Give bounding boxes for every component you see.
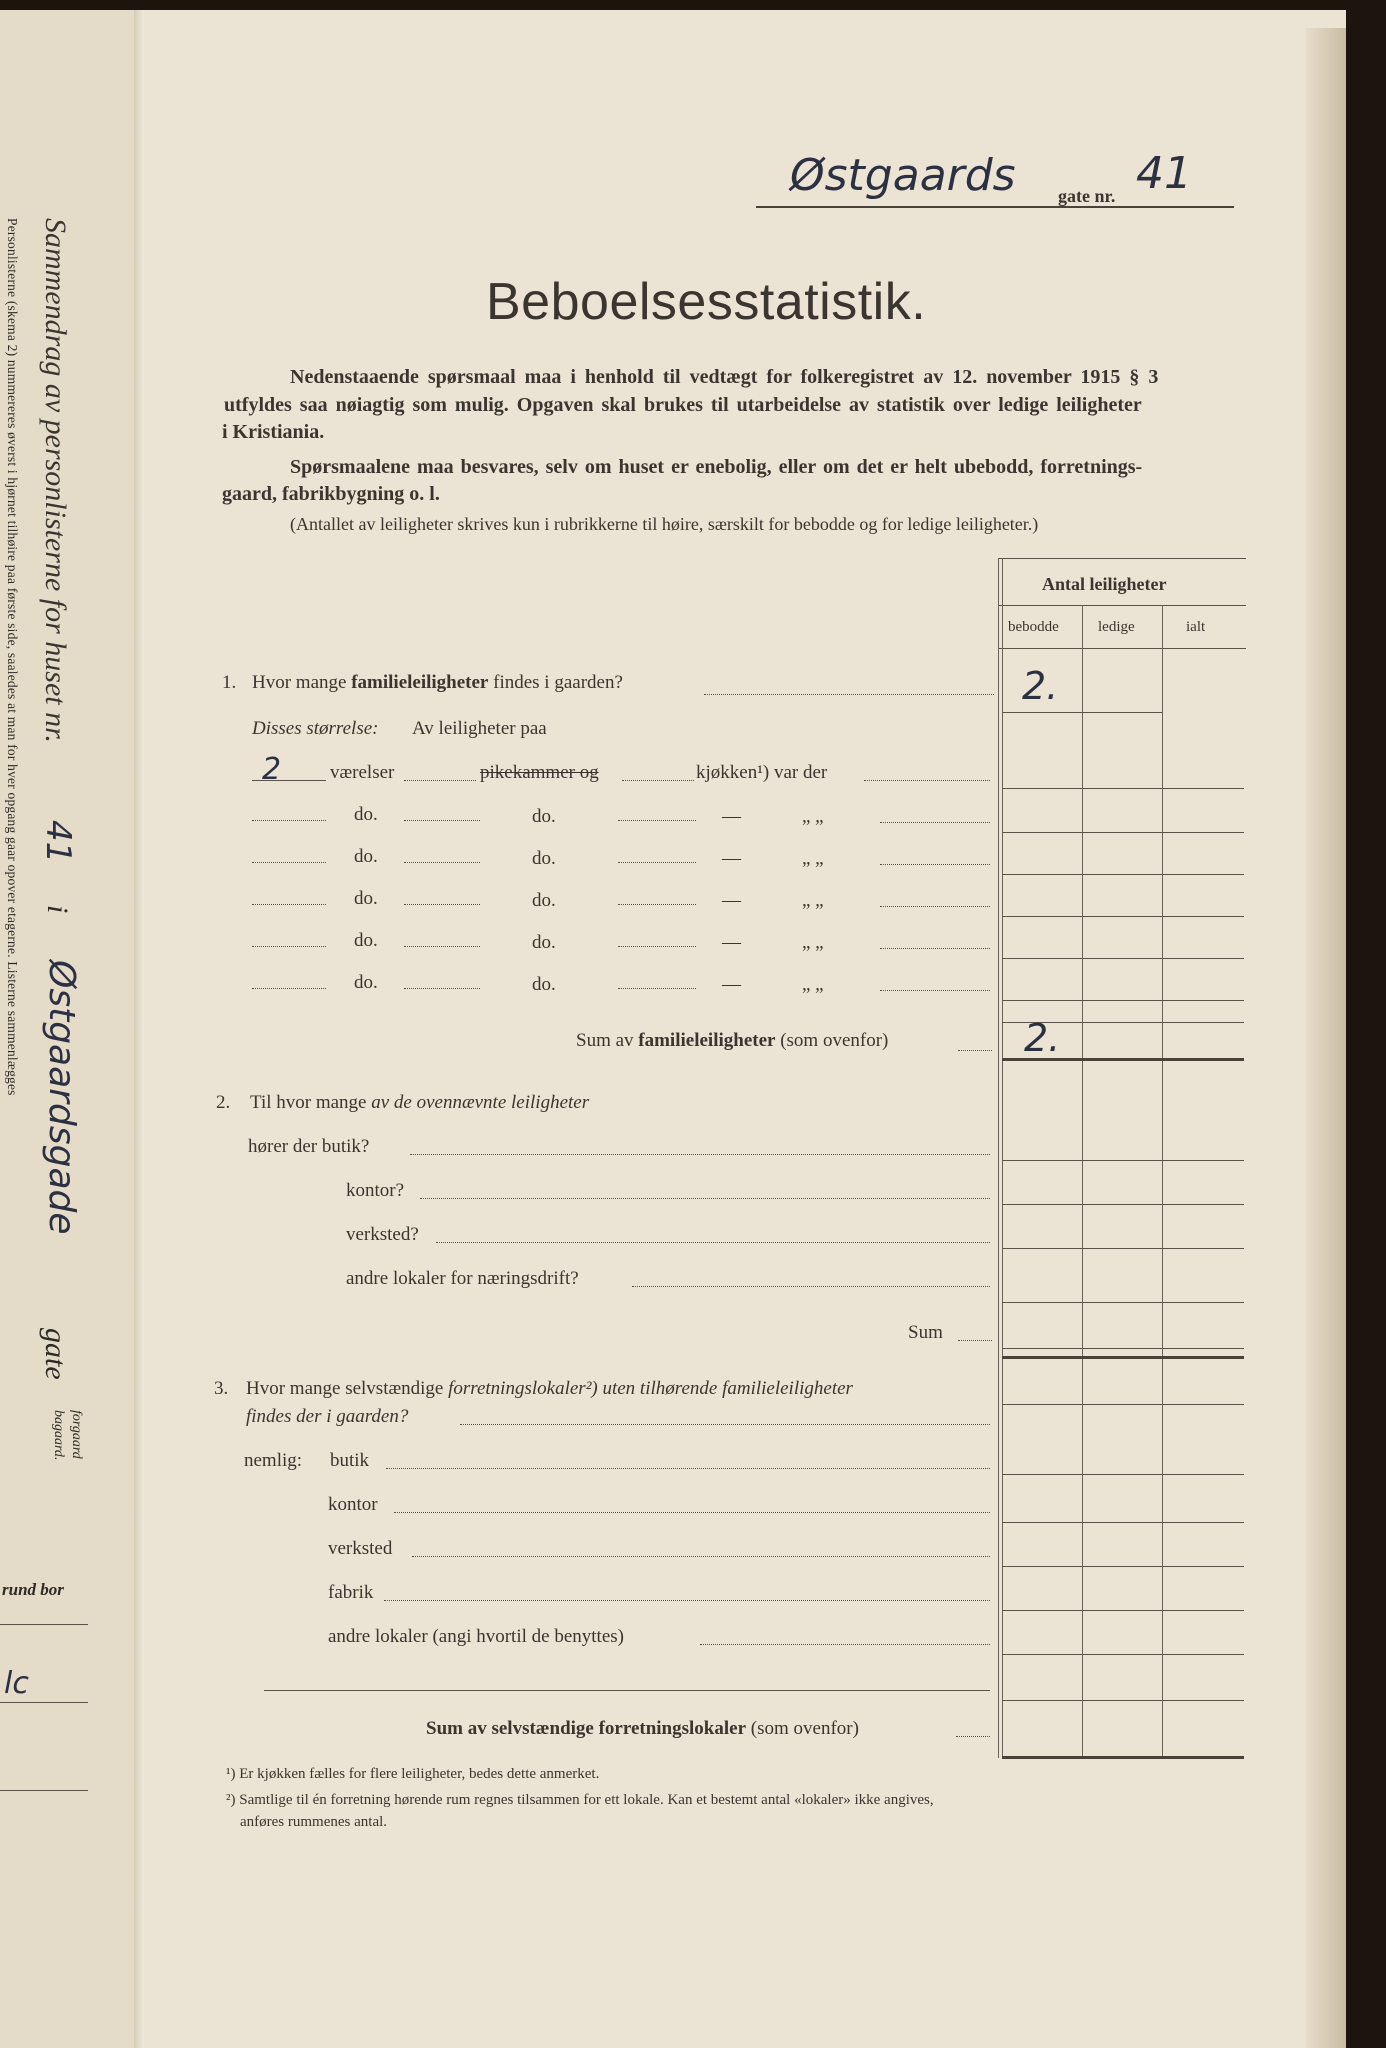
row-line — [1002, 1348, 1244, 1349]
q3-verksted: verksted — [328, 1538, 393, 1559]
fill-line — [622, 780, 694, 781]
intro-line-3: i Kristiania. — [222, 421, 325, 443]
q1-size-text: Av leiligheter paa — [412, 718, 547, 739]
q3-number: 3. — [214, 1378, 229, 1399]
margin-line — [0, 1702, 88, 1703]
table-header-line — [998, 605, 1246, 606]
page-title: Beboelsesstatistik. — [486, 273, 927, 331]
section-line — [1002, 1756, 1244, 1759]
margin-forgaard: forgaard — [69, 1410, 84, 1459]
q2-text: Til hvor mange av de ovennævnte leiligheter — [250, 1092, 590, 1113]
row-line — [1002, 788, 1244, 789]
row-line — [1002, 712, 1162, 713]
do-label: do. — [354, 846, 378, 867]
q2-butik: hører der butik? — [248, 1136, 370, 1157]
q1-rooms-label: værelser — [330, 762, 395, 783]
do-label: do. — [532, 890, 556, 911]
fill-line — [252, 780, 326, 781]
q3-kontor: kontor — [328, 1494, 378, 1515]
row-line — [1002, 916, 1244, 917]
margin-line — [0, 1790, 88, 1791]
intro-line-5: gaard, fabrikbygning o. l. — [222, 483, 440, 505]
margin-gate: gate — [39, 1328, 72, 1380]
q3-andre: andre lokaler (angi hvortil de benyttes) — [328, 1626, 624, 1647]
row-line — [1002, 832, 1244, 833]
ditto: „ „ — [802, 806, 824, 827]
row-line — [1002, 1610, 1244, 1611]
q1-answer-bebodde: 2. — [1022, 664, 1059, 708]
margin-grund-bor: rund bor — [2, 1580, 64, 1599]
margin-street: Østgaardsgade — [41, 960, 82, 1235]
dash: — — [722, 848, 741, 869]
row-line — [1002, 1248, 1244, 1249]
ditto: „ „ — [802, 890, 824, 911]
q3-nemlig: nemlig: — [244, 1450, 303, 1471]
q1-leader — [704, 694, 994, 695]
q2-sum: Sum — [908, 1322, 943, 1343]
q1-rooms-value: 2 — [262, 752, 282, 787]
margin-line — [0, 1624, 88, 1625]
do-label: do. — [354, 972, 378, 993]
do-label: do. — [354, 888, 378, 909]
do-label: do. — [532, 806, 556, 827]
q3-write-line — [264, 1690, 990, 1691]
row-line — [1002, 1160, 1244, 1161]
margin-bagaard: bagaard. — [51, 1410, 66, 1461]
do-label: do. — [354, 930, 378, 951]
q2-kontor: kontor? — [346, 1180, 405, 1201]
intro-line-6: (Antallet av leiligheter skrives kun i rubrikkerne til høire, særskilt for bebodde og for ledige leiligheter.) — [290, 514, 1039, 534]
street-line — [756, 206, 1234, 208]
gate-label: gate nr. — [1058, 186, 1116, 206]
q3-butik: butik — [330, 1450, 370, 1471]
do-label: do. — [532, 848, 556, 869]
q3-sum: Sum av selvstændige forretningslokaler (som ovenfor) — [426, 1718, 859, 1739]
ditto: „ „ — [802, 848, 824, 869]
table-col-divider — [1162, 605, 1163, 1758]
q1-sum-answer: 2. — [1024, 1016, 1061, 1060]
fill-line — [404, 780, 476, 781]
street-number-handwritten: 41 — [1136, 148, 1192, 199]
col-bebodde: bebodde — [1008, 619, 1059, 635]
page-fold — [134, 10, 144, 2048]
q2-number: 2. — [216, 1092, 231, 1113]
q1-number: 1. — [222, 672, 237, 693]
margin-house-number: 41 — [38, 820, 78, 864]
dash: — — [722, 974, 741, 995]
margin-handwriting: lc — [4, 1666, 29, 1701]
margin-i: i — [41, 905, 74, 914]
q3-fabrik: fabrik — [328, 1582, 374, 1603]
row-line — [1002, 1000, 1244, 1001]
do-label: do. — [532, 974, 556, 995]
row-line — [1002, 958, 1244, 959]
row-line — [1002, 1566, 1244, 1567]
table-left-border — [1002, 558, 1003, 1758]
row-line — [1002, 1522, 1244, 1523]
q2-verksted: verksted? — [346, 1224, 419, 1245]
ditto: „ „ — [802, 974, 824, 995]
q1-kitchen-label: kjøkken¹) var der — [696, 762, 828, 783]
page-edge — [1306, 28, 1346, 2048]
q3-line2: findes der i gaarden? — [246, 1406, 409, 1427]
q2-andre: andre lokaler for næringsdrift? — [346, 1268, 579, 1289]
row-line — [1002, 874, 1244, 875]
dash: — — [722, 890, 741, 911]
dash: — — [722, 932, 741, 953]
footnote-2a: ²) Samtlige til én forretning hørende rum regnes tilsammen for ett lokale. Kan et bestemt antal «lokaler» ikke angives, — [226, 1792, 934, 1808]
col-ialt: ialt — [1186, 619, 1206, 635]
margin-instructions: Personlisterne (skema 2) nummereres øverst i hjørnet tilhøire paa første side, saaledes at man for hver opgang gaar opover etagerne. Listerne sammenlægges — [5, 218, 20, 1096]
section-line — [1002, 1356, 1244, 1359]
row-line — [1002, 1404, 1244, 1405]
footnote-2b: anføres rummenes antal. — [240, 1814, 388, 1830]
do-label: do. — [354, 804, 378, 825]
intro-line-2: utfyldes saa nøiagtig som mulig. Opgaven skal brukes til utarbeidelse av statistik over ledige leiligheter — [224, 394, 1142, 416]
intro-line-1: Nedenstaaende spørsmaal maa i henhold til vedtægt for folkeregistret av 12. november 1915 § 3 — [290, 366, 1159, 388]
street-name-handwritten: Østgaards — [790, 150, 1016, 201]
row-line — [1002, 1700, 1244, 1701]
q1-leader — [864, 780, 990, 781]
q3-text: Hvor mange selvstændige forretningslokaler²) uten tilhørende familieleiligheter — [246, 1378, 853, 1399]
margin-title: Sammendrag av personlisterne for huset nr. — [39, 218, 72, 743]
intro-line-4: Spørsmaalene maa besvares, selv om huset er enebolig, eller om det er helt ubebodd, forretnings- — [290, 456, 1143, 478]
q1-pike-label: pikekammer og — [480, 762, 599, 783]
col-ledige: ledige — [1098, 619, 1135, 635]
ditto: „ „ — [802, 932, 824, 953]
table-col-divider — [1082, 605, 1083, 1758]
row-line — [1002, 1302, 1244, 1303]
q1-sum-label: Sum av familieleiligheter (som ovenfor) — [576, 1030, 889, 1051]
q1-text: Hvor mange familieleiligheter findes i gaarden? — [252, 672, 623, 693]
table-top-line — [998, 558, 1246, 559]
table-subheader-line — [998, 648, 1246, 649]
footnote-1: ¹) Er kjøkken fælles for flere leiligheter, bedes dette anmerket. — [226, 1766, 600, 1782]
row-line — [1002, 1204, 1244, 1205]
table-left-border — [998, 558, 999, 1758]
row-line — [1002, 1654, 1244, 1655]
do-label: do. — [532, 932, 556, 953]
q1-size-label: Disses størrelse: — [252, 718, 379, 739]
row-line — [1002, 1474, 1244, 1475]
dash: — — [722, 806, 741, 827]
table-header-main: Antal leiligheter — [1042, 574, 1167, 594]
